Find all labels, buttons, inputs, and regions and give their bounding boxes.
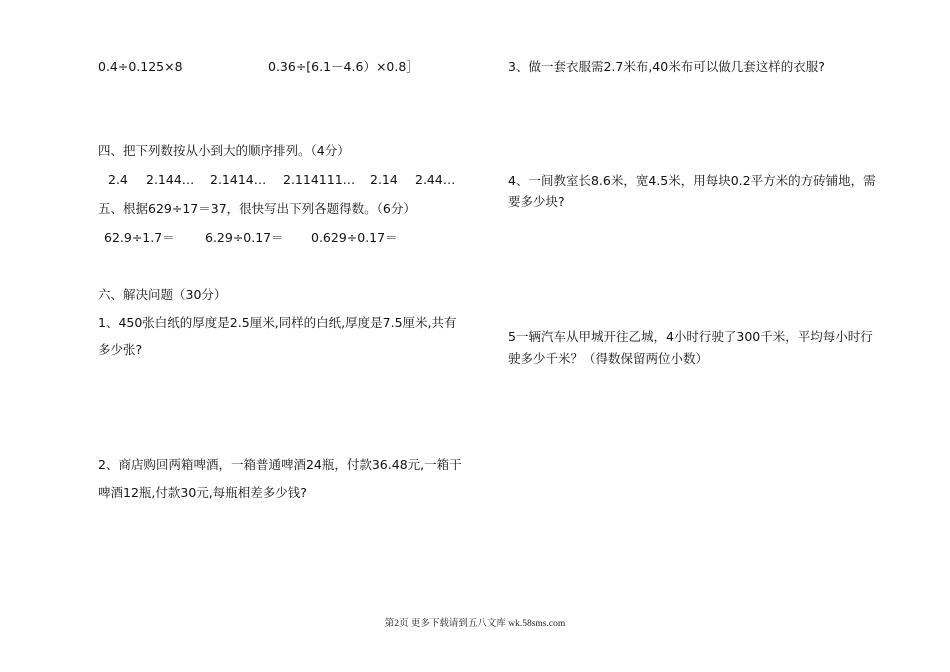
calc-expression-2: 0.36÷[6.1－4.6）×0.8］ — [268, 59, 419, 74]
division-item: 0.629÷0.17＝ — [311, 230, 398, 245]
division-item: 6.29÷0.17＝ — [205, 230, 284, 245]
section-6-heading: 六、解决问题（30分） — [98, 287, 227, 302]
section-4-heading: 四、把下列数按从小到大的顺序排列。（4分） — [98, 143, 350, 158]
question-5-line-2: 驶多少千米？（得数保留两位小数） — [508, 351, 709, 366]
question-1-line-1: 1、450张白纸的厚度是2.5厘米,同样的白纸,厚度是7.5厘米,共有 — [98, 315, 457, 330]
calc-expression-1: 0.4÷0.125×8 — [98, 59, 183, 74]
question-3: 3、做一套衣服需2.7米布,40米布可以做几套这样的衣服? — [508, 59, 825, 74]
question-2-line-1: 2、商店购回两箱啤酒，一箱普通啤酒24瓶，付款36.48元,一箱干 — [98, 457, 462, 472]
question-2-line-2: 啤酒12瓶,付款30元,每瓶相差多少钱? — [98, 485, 307, 500]
question-1-line-2: 多少张? — [98, 342, 143, 357]
question-4-line-1: 4、一间教室长8.6米，宽4.5米，用每块0.2平方米的方砖铺地，需 — [508, 173, 876, 188]
number-item: 2.114111… — [283, 172, 356, 187]
page-footer: 第2页 更多下载请到五八文库 wk.58sms.com — [384, 619, 566, 629]
number-item: 2.14 — [370, 172, 398, 187]
number-item: 2.4 — [108, 172, 128, 187]
question-4-line-2: 要多少块? — [508, 194, 565, 209]
section-5-heading: 五、根据629÷17＝37，很快写出下列各题得数。（6分） — [98, 201, 416, 216]
number-item: 2.1414… — [210, 172, 267, 187]
number-item: 2.144… — [146, 172, 195, 187]
number-item: 2.44… — [415, 172, 456, 187]
question-5-line-1: 5一辆汽车从甲城开往乙城，4小时行驶了300千米，平均每小时行 — [508, 329, 873, 344]
division-item: 62.9÷1.7＝ — [104, 230, 175, 245]
